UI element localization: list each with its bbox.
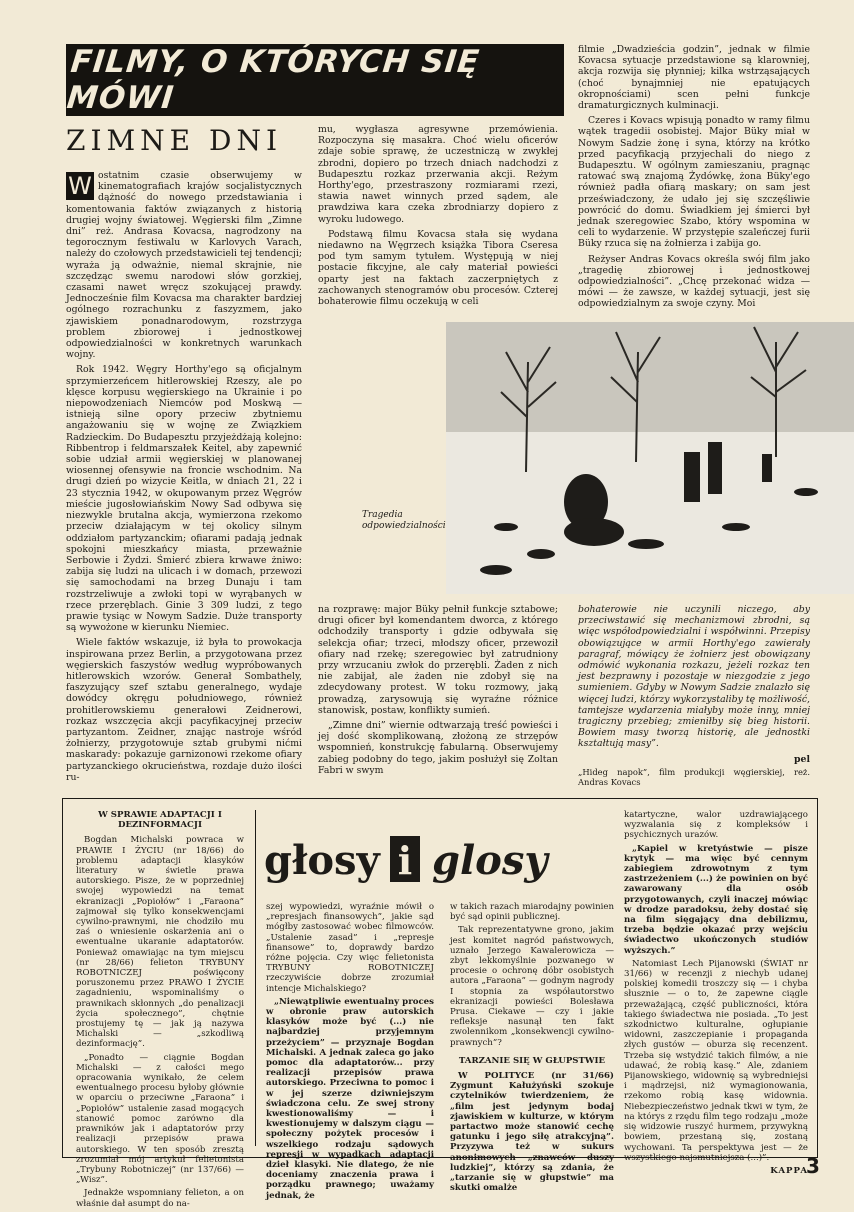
section-banner: [66, 44, 564, 116]
glosy-head-word-1: głosy: [264, 837, 380, 884]
glosy-column-4: [624, 810, 808, 1179]
article-signature: pel: [794, 753, 810, 765]
paragraph: w takich razach miarodajny powinien być sąd opinii publicznej.: [450, 902, 614, 923]
paragraph: mu, wygłasza agresywne przemówienia. Rozpoczyna się masakra. Choć wielu oficerów zdaje sobie sprawę, że uczestniczą w zwykłej zbrodni, dopiero po trzech dniach nadchodzi z Budapesztu rozkaz przerwania akcji. Reżym Horthy'ego, przestraszony rozmiarami rzezi, stawia nawet winnych przed sądem, ale prawdziwa kara czeka zbrodniarzy dopiero z wyroku ludowego.: [318, 124, 558, 225]
paragraph: filmie „Dwadzieścia godzin”, jednak w filmie Kovacsa sytuacje przedstawione są klarowniej, akcja rozwija się płynniej; kilka wstrząsających (choć bynajmniej nie epatujących okropnościami) scen pełni funkcje dramaturgicznych kulminacji.: [578, 44, 810, 112]
article-column-3: [578, 44, 810, 314]
article-column-3-bottom: [578, 604, 810, 787]
glosy-column-1: [76, 810, 244, 1212]
glosy-signature: KAPPA: [770, 1165, 808, 1176]
paragraph: Rok 1942. Węgry Horthy'ego są oficjalnym sprzymierzeńcem hitlerowskiej Rzeszy, ale po klęsce korpusu węgierskiego na Ukrainie i po niepowodzeniach Niemców pod Moskwą — istnieją silne opory przeciw zbytniemu angażowaniu się w wojnę ze Związkiem Radzieckim. Do Budapesztu przyjeżdżają kolejno: Ribbentrop i feldmarszałek Keitel, aby zapewnić sobie udział armii węgierskiej w planowanej wiosennej ofensywie na froncie wschodnim. Na drugi dzień po wizycie Keitla, w dniach 21, 22 i 23 stycznia 1942, w okupowanym przez Węgrów mieście jugosłowiańskim Nowy Sad odbywa się niezwykle brutalna akcja, wymierzona rzekomo przeciw działającym w tej okolicy silnym oddziałom partyzanckim; ofiarami padają jednak spokojni mieszkańcy miasta, przeważnie Serbowie i Żydzi. Śmierć zbiera krwawe żniwo: zabija się ludzi na ulicach i w domach, przewozi się samochodami na brzeg Dunaju i tam rozstrzeliwuje a zwłoki topi w wyrąbanych w rzece przeręblach. Ginie 3 309 ludzi, z tego prawie tysiąc w Nowym Sadzie. Duże transporty są wywożone w kierunku Niemiec.: [66, 364, 302, 634]
paragraph: szej wypowiedzi, wyraźnie mówił o „represjach finansowych”, jakie sąd mógłby zastosować wobec filmowców. „Ustalenie zasad” i „represje finansowe” to, doprawdy bardzo różne pojęcia. Czy więc felietonista TRYBUNY ROBOTNICZEJ rzeczywiście dobrze zrozumiał intencje Michalskiego?: [266, 902, 434, 994]
film-footnote: „Hideg napok”, film produkcji węgierskiej, reż. Andras Kovacs: [578, 766, 810, 787]
paragraph: Tak reprezentatywne grono, jakim jest komitet nagród państwowych, uznało Jerzego Kawalerowicza — zbyt lekkomyślnie pozwanego w procesie o ochronę dóbr osobistych autora „Faraona” — godnym nagrody I stopnia za współautorstwo ekranizacji powieści Bolesława Prusa. Ciekawe — czy i jakie refleksje nasunął ten fakt zwolennikom „konsekwencji cywilno-prawnych”?: [450, 925, 614, 1048]
film-still-photo: [446, 322, 854, 594]
photo-caption: Tragedia odpowiedzialności: [362, 510, 446, 531]
paragraph: „Zimne dni” wiernie odtwarzają treść powieści i jej dość skomplikowaną, złożoną ze strzępów wspomnień, konstrukcję fabularną. Obserwujemy zabieg podobny do tego, jakim posłużył się Zoltan Fabri w swym: [318, 720, 558, 776]
glosy-section-title: TARZANIE SIĘ W GŁUPSTWIE: [458, 1055, 606, 1066]
paragraph: „Kapiel w kretyństwie — pisze krytyk — ma więc być cennym zabiegiem zdrowotnym z tym zastrzeżeniem (...) że powinien on być zawarowany dla osób przygotowanych, czyli inaczej mówiąc w drodze paradoksu, żeby dostać się na film sięgający dna debilizmu, trzeba będzie okazać przy wejściu świadectwo ukończonych studiów wyższych.”: [624, 843, 808, 956]
page-number: 3: [806, 1154, 820, 1178]
lead-paragraph: W ostatnim czasie obserwujemy w kinematografiach krajów socjalistycznych dążność do nowego przedstawiania i komentowania faktów związanych z historią drugiej wojny światowej. Węgierski film „Zimne dni” reż. Andrasa Kovacsa, nagrodzony na tegorocznym festiwalu w Karlovych Varach, należy do czołowych przedstawicieli tej tendencji; wyraża ją odważnie, niemal skrajnie, nie szczędząc swemu narodowi słów gorzkiej, czasami nawet wręcz szokującej prawdy. Jednocześnie film Kovacsa ma charakter bardziej ogólnego rozrachunku z faszyzmem, jako zjawiskiem ponadnarodowym, rozstrzyga problem zbiorowej i jednostkowej odpowiedzialności w konkretnych warunkach wojny.: [66, 170, 302, 361]
banner-text: FILMY, O KTÓRYCH SIĘ MÓWI: [65, 44, 482, 116]
paragraph: „Niewątpliwie ewentualny proces w obronie praw autorskich klasyków może być (...) nie najbardziej przyjemnym przeżyciem” — przyznaje Bogdan Michalski. A jednak zaleca go jako pomoc dla adaptatorów... przy realizacji przepisów prawa autorskiego. Przeciwna to pomoc i w jej szerze dziwniejszym świadczona celu. Ze swej strony kwestionowaliśmy — i kwestionujemy w dalszym ciągu — społeczny pożytek procesów i wszelkiego rodzaju sądowych represji w wypadkach adaptacji dzieł klasyki. Nie dlatego, że nie doceniamy znaczenia prawa i porządku prawnego; uważamy jednak, że: [266, 996, 434, 1201]
article-title: ZIMNE DNI: [66, 124, 283, 157]
glosy-head-word-3: glosy: [432, 837, 548, 884]
paragraph: katartyczne, walor uzdrawiającego wyzwalania się z kompleksów i psychicznych urazów.: [624, 810, 808, 841]
paragraph: bohaterowie nie uczynili niczego, aby przeciwstawić się mechanizmowi zbrodni, są więc współodpowiedzialni i współwinni. Przepisy obowiązujące w armii Horthy'ego zawierały paragraf, mówiący że żołnierz jest obowiązany odmówić wykonania rozkazu, jeżeli rozkaz ten jest bezprawny i pozostaje w niezgodzie z jego sumieniem. Gdyby w Nowym Sadzie znalazło się więcej ludzi, którzy wykorzystaliby tę możliwość, tamtejsze wydarzenia miałyby może inny, mniej tragiczny przebieg; zmieniłby się bieg historii. Bowiem masy tworzą historię, ale jednostki kształtują masy”.: [578, 604, 810, 750]
paragraph: Jednakże wspomniany felieton, a on właśnie dał asumpt do na-: [76, 1188, 244, 1209]
paragraph: na rozprawę: major Büky pełnił funkcje sztabowe; drugi oficer był komendantem dworca, z którego odchodziły transporty i gdzie odbywała się selekcja ofiar; trzeci, młodszy oficer, przewoził ofiary nad rzekę; szeregowiec był zatrudniony przy wrzucaniu zwłok do przerębli. Żaden z nich nie zabijał, ale żaden nie zdobył się na zdecydowany protest. W toku rozmowy, jaką prowadzą, zarysowują się wyraźne różnice stanowisk, postaw, konflikty sumień.: [318, 604, 558, 716]
glosy-column-3: [450, 902, 614, 1196]
paragraph: Natomiast Lech Pijanowski (ŚWIAT nr 31/66) w recenzji z niechyb udanej polskiej komedii troszczy się — i chyba słusznie — o to, że zapewne ciągle przeważającą, część publiczności, która takiego świadectwa nie posiada. „To jest szkodnictwo kulturalne, ogłupianie widowni, zaszczepianie i propaganda złych gustów — oburza się recenzent. Trzeba się wstydzić takich filmów, a nie udawać, że robią kasę.” Ale, zdaniem Pijanowskiego, widownię są wybredniejsi i mądrzejsi, niż wymagionowania, rzekomo robią kasę widownia. Niebezpieczeństwo jednak tkwi w tym, że na którys z rzędu film tego rodzaju „może się widzowie ruszyć hurmem, przywykną bowiem, przestaną się, zostaną wychowani. Ta perspektywa jest — że wszystkiego najsmutniejsza (...)”.: [624, 958, 808, 1163]
winter-scene-image: [446, 322, 854, 594]
paragraph: Podstawą filmu Kovacsa stała się wydana niedawno na Węgrzech książka Tibora Cseresa pod tym samym tytułem. Występują w niej postacie fikcyjne, ale cały materiał powieści oparty jest na faktach zaczerpniętych z zachowanych stenogramów obu procesów. Czterej bohaterowie filmu oczekują w celi: [318, 228, 558, 308]
article-column-2-bottom: [318, 604, 558, 780]
glosy-heading: [256, 822, 578, 894]
glosy-heading-art: [256, 822, 578, 894]
article-column-1: [66, 170, 302, 787]
dropcap: W: [66, 172, 94, 200]
article-column-2: [318, 124, 558, 311]
paragraph: Reżyser Andras Kovacs określa swój film jako „tragedię zbiorowej i jednostkowej odpowiedzialności”. „Chcę przekonać widza — mówi — że zawsze, w każdej sytuacji, jest się odpowiedzialnym za swoje czyny. Moi: [578, 253, 810, 310]
paragraph: W POLITYCE (nr 31/66) Zygmunt Kałużyński szokuje czytelników twierdzeniem, że „film jest jedynym bodaj zjawiskiem w kulturze, w którym partactwo może stanowić cechę gatunku i jego siłę atrakcyjną”. Przyzywa też w sukurs anonimowych „znawców duszy ludzkiej”, którzy są zdania, że „tarzanie się w głupstwie” ma skutki omalże: [450, 1071, 614, 1194]
glosy-head-word-2: i: [397, 838, 413, 883]
paragraph: Bogdan Michalski powraca w PRAWIE I ŻYCIU (nr 18/66) do problemu adaptacji klasyków literatury w świetle prawa autorskiego. Pisze, że w poprzedniej swojej wypowiedzi na temat ekranizacji „Popiołów” i „Faraona” zajmował się tylko konsekwencjami cywilno-prawnymi, nie chodziło mu zaś o wniesienie oskarżenia ani o ewentualne ukaranie adaptatorów. Ponieważ omawiając na tym miejscu (nr 28/66) felieton TRYBUNY ROBOTNICZEJ poświęcony poruszonemu przez PRAWO I ŻYCIE zagadnieniu, wspominaliśmy o prawnikach skłonnych „do penalizacji życia społecznego”, chętnie prostujemy tę — jak ją nazywa Michalski — „szkodliwą dezinformację”.: [76, 835, 244, 1050]
paragraph: Wiele faktów wskazuje, iż była to prowokacja inspirowana przez Berlin, a przygotowana przez węgierskich faszystów według wypróbowanych hitlerowskich wzorów. Generał Sombathely, faszyzujący szef sztabu generalnego, wydaje dowódcy okręgu południowego, również prohitlerowskiemu generałowi Zeidnerowi, rozkaz wszczęcia akcji pacyfikacyjnej przeciw partyzantom. Zeidner, znając nastroje wśród żołnierzy, przygotowuje sztab grubymi nićmi maskarady: pokazuje garnizonowi rzekome ofiary partyzanckiego okrucieństwa, rozdaje dużo ilości ru-: [66, 637, 302, 783]
paragraph: Czeres i Kovacs wpisują ponadto w ramy filmu wątek tragedii osobistej. Major Büky miał w Nowym Sadzie żonę i syna, którzy na krótko przed pacyfikacją przyjechali do niego z Budapesztu. W ogólnym zamieszaniu, pragnąc ratować swą znajomą Żydówkę, żona Büky'ego również padła ofiarą maskary; on sam jest przeświadczony, że udało jej się szczęśliwie powrócić do domu. Świadkiem jej śmierci był jednak szeregowiec Szabo, który wspomina w celi to wydarzenie. W przystępie szaleńczej furii Büky rzuca się na żołnierza i zabija go.: [578, 115, 810, 250]
glosy-column-2: [266, 902, 434, 1204]
paragraph: „Ponadto — ciągnie Bogdan Michalski — z całości mego opracowania wynikało, że celem ewentualnego procesu byłoby głównie w oparciu o przeciwne „Faraona” i „Popiołów” ustalenie zasad mogących stanowić pomoc zarówno dla prawników jak i adaptatorów przy realizacji przepisów prawa autorskiego. W ten sposób zresztą zrozumiał mój artykuł felietonista „Trybuny Robotniczej” (nr 137/66) — „Wisz”.: [76, 1052, 244, 1186]
glosy-section-title: W SPRAWIE ADAPTACJI I DEZINFORMACJI: [98, 810, 222, 831]
